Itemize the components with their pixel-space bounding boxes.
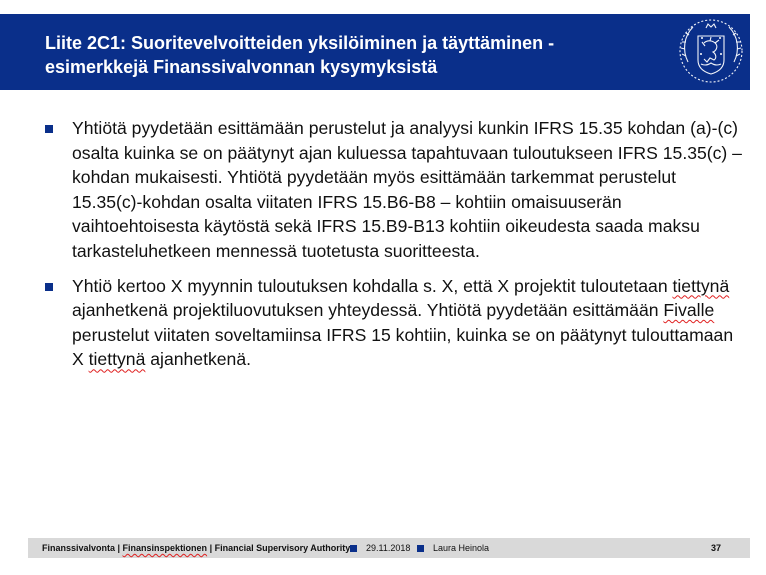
bullet-text-part: Yhtiö kertoo X myynnin tuloutuksen kohdalla s. X, että X projektit tuloutetaan	[72, 275, 673, 296]
bullet-text-part: ajanhetkenä.	[145, 349, 252, 370]
bullet-square-icon	[45, 283, 53, 291]
footer-author: Laura Heinola	[433, 543, 490, 553]
footer-org-part: | Financial Supervisory Authority	[207, 543, 351, 553]
bullet-square-icon	[45, 125, 53, 133]
title-bar	[0, 14, 750, 90]
list-item	[45, 274, 745, 372]
bullet-text-part: perustelut viitaten soveltamiinsa IFRS 15 kohtiin, kuinka se on päätynyt tulouttamaan X	[72, 324, 734, 370]
lion-coat-of-arms-icon	[676, 16, 746, 86]
footer-org-part: Finanssivalvonta |	[42, 543, 123, 553]
footer-date: 29.11.2018	[366, 543, 411, 553]
footer-square-icon	[417, 545, 424, 552]
bullet-text: Yhtiötä pyydetään esittämään perustelut ja analyysi kunkin IFRS 15.35 kohdan (a)-(c) osalta kuinka se on päätynyt ajan kuluessa tapahtuvaan tuloutukseen IFRS 15.35(c) –kohdan mukaisesti. Yhtiötä pyydetään myös esittämään tarkemmat perustelut 15.35(c)-kohdan osalta viitaten IFRS 15.B6-B8 – kohtiin omaisuuserän vaihtoehtoisesta käytöstä sekä IFRS 15.B9-B13 kohtiin oikeudesta saada maksu tarkasteluhetkeen mennessä tuotetusta suoritteesta.	[72, 118, 742, 261]
spellcheck-word: tiettynä	[88, 349, 146, 370]
slide-title-line-2: esimerkkejä Finanssivalvonnan kysymyksistä	[45, 57, 438, 77]
spellcheck-word: tiettynä	[672, 275, 730, 296]
slide-title	[45, 31, 655, 79]
bullet-text	[72, 274, 745, 372]
footer-org-part: Finansinspektionen	[122, 543, 208, 553]
bullet-list	[45, 116, 745, 382]
slide-title-line-1: Liite 2C1: Suoritevelvoitteiden yksilöiminen ja täyttäminen -	[45, 33, 555, 53]
spellcheck-word: Fivalle	[663, 300, 715, 321]
footer-bar	[28, 538, 750, 558]
bullet-text-part: ajanhetkenä projektiluovutuksen yhteydessä. Yhtiötä pyydetään esittämään	[72, 300, 664, 321]
footer-square-icon	[350, 545, 357, 552]
list-item	[45, 116, 745, 264]
footer-organization	[42, 543, 350, 553]
page-number: 37	[711, 543, 722, 553]
